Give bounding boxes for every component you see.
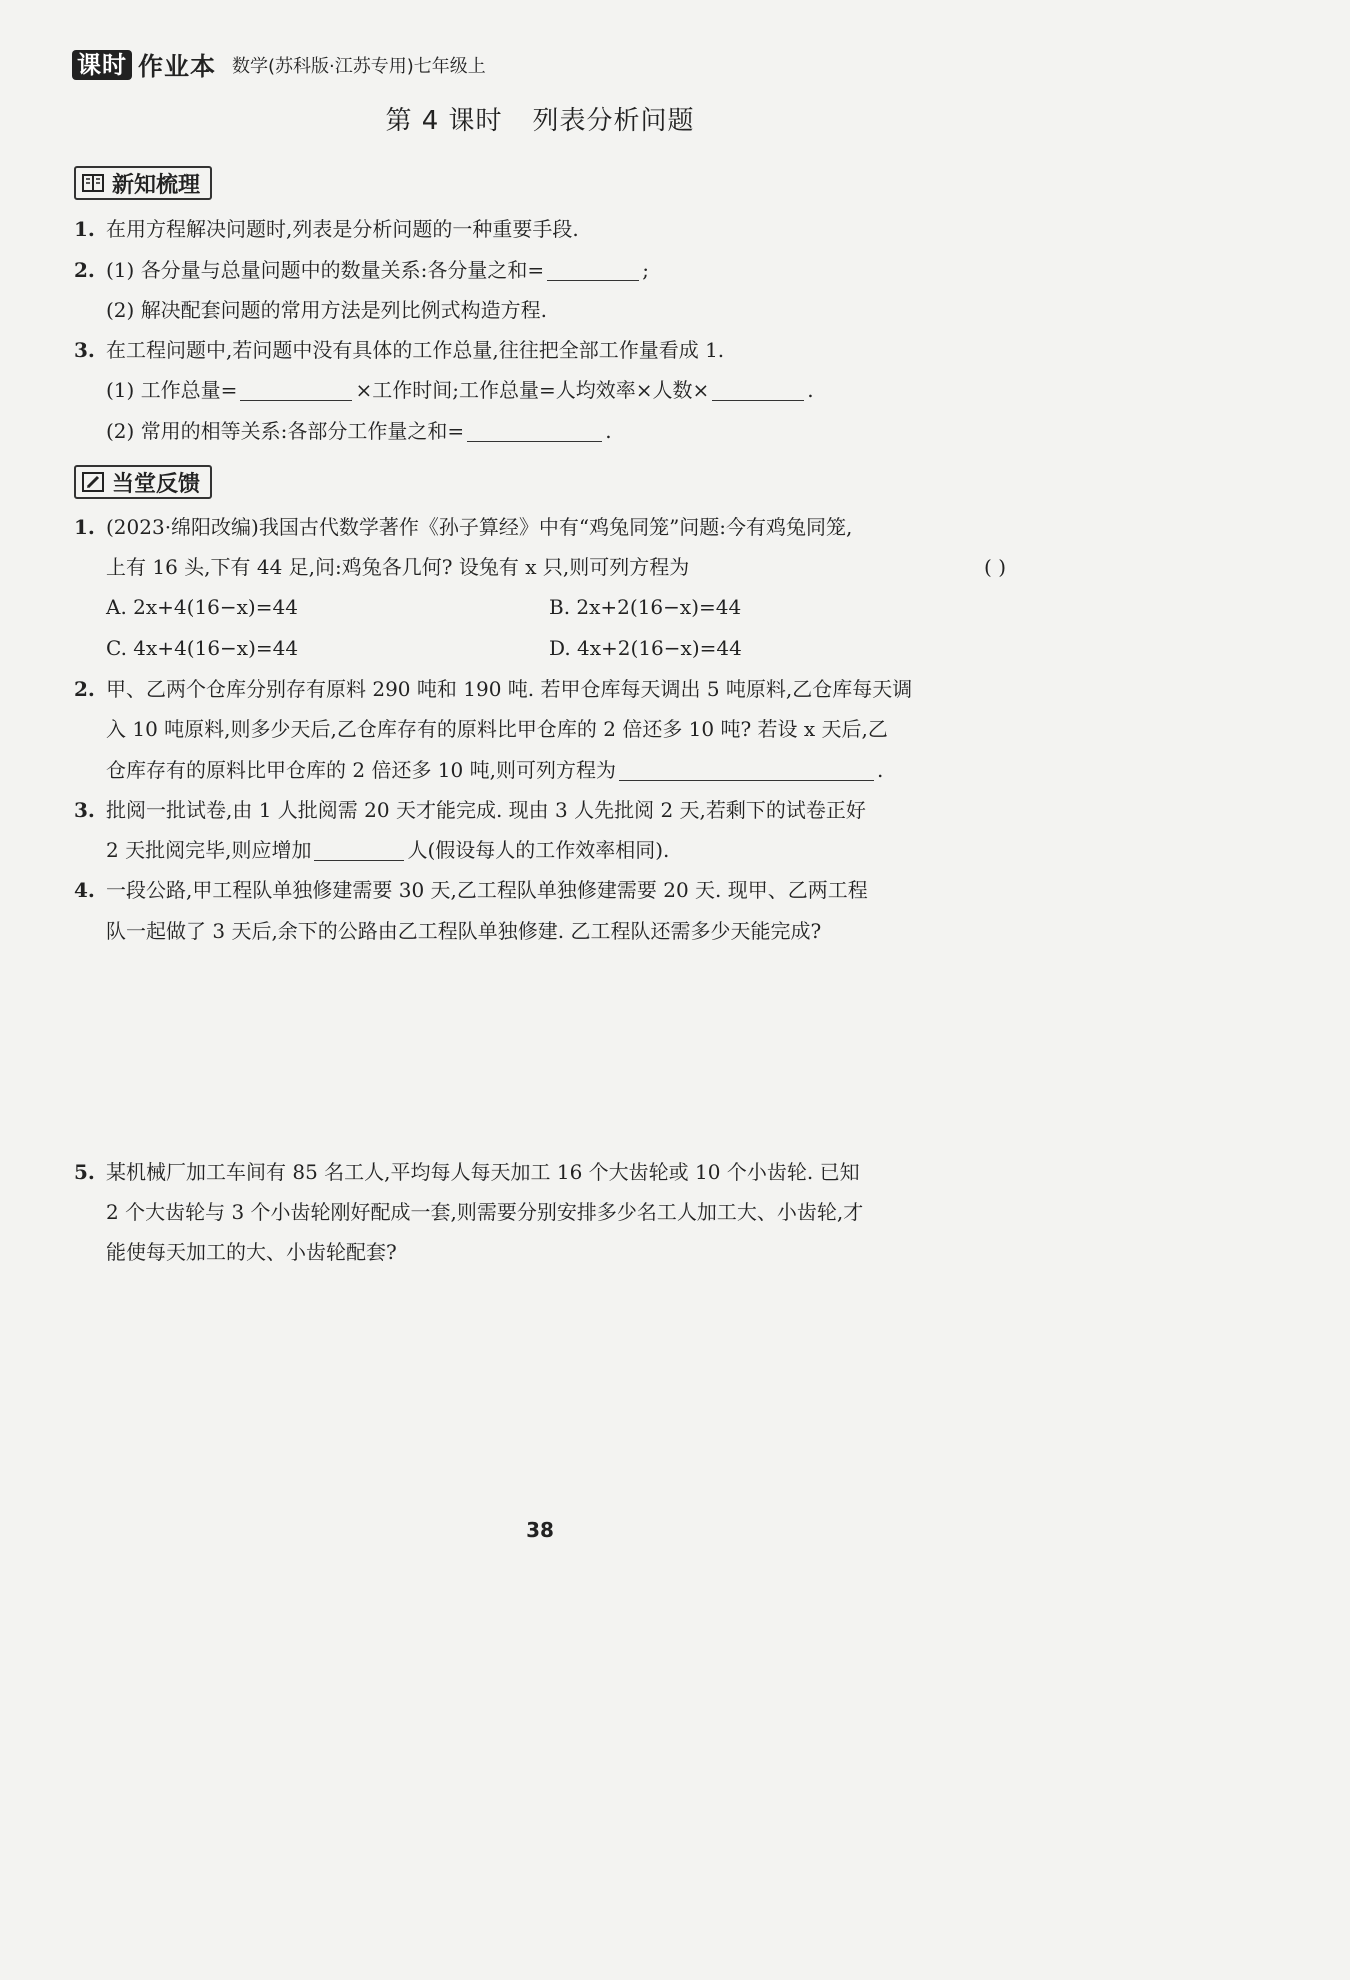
question-2-line-1: 2. 甲、乙两个仓库分别存有原料 290 吨和 190 吨. 若甲仓库每天调出 5 吨原料,乙仓库每天调 <box>74 677 913 701</box>
question-2-line-2: 入 10 吨原料,则多少天后,乙仓库存有的原料比甲仓库的 2 倍还多 10 吨? 若设 x 天后,乙 <box>106 717 888 741</box>
question-4-line-2: 队一起做了 3 天后,余下的公路由乙工程队单独修建. 乙工程队还需多少天能完成? <box>106 919 822 943</box>
question-4-line-1: 4. 一段公路,甲工程队单独修建需要 30 天,乙工程队单独修建需要 20 天. 现甲、乙两工程 <box>74 878 868 902</box>
knowledge-item-3-part1: (1) 工作总量= ×工作时间;工作总量=人均效率×人数× . <box>106 378 814 402</box>
brand-logo-box: 课时 <box>72 50 132 80</box>
option-d[interactable]: D. 4x+2(16−x)=44 <box>549 636 742 660</box>
answer-blank[interactable] <box>712 378 804 401</box>
answer-blank[interactable] <box>240 378 352 401</box>
knowledge-item-2: 2. (1) 各分量与总量问题中的数量关系:各分量之和= ; <box>74 258 649 282</box>
question-3-line-1: 3. 批阅一批试卷,由 1 人批阅需 20 天才能完成. 现由 3 人先批阅 2 天,若剩下的试卷正好 <box>74 798 866 822</box>
question-5-line-1: 5. 某机械厂加工车间有 85 名工人,平均每人每天加工 16 个大齿轮或 10 个小齿轮. 已知 <box>74 1160 860 1184</box>
subject-info: 数学(苏科版·江苏专用)七年级上 <box>232 56 486 77</box>
knowledge-item-2-part2: (2) 解决配套问题的常用方法是列比例式构造方程. <box>106 298 548 322</box>
pencil-note-icon <box>82 472 104 492</box>
knowledge-item-1: 1. 在用方程解决问题时,列表是分析问题的一种重要手段. <box>74 217 579 241</box>
section-feedback <box>74 465 212 499</box>
answer-blank[interactable] <box>547 258 639 281</box>
section-title: 新知梳理 <box>112 172 201 198</box>
question-5-line-3: 能使每天加工的大、小齿轮配套? <box>106 1240 397 1264</box>
answer-parentheses[interactable]: ( ) <box>984 555 1006 579</box>
lesson-number: 第 4 课时 <box>385 106 503 136</box>
question-3-line-2: 2 天批阅完毕,则应增加 人(假设每人的工作效率相同). <box>106 838 670 862</box>
section-new-knowledge <box>74 166 212 200</box>
question-2-line-3: 仓库存有的原料比甲仓库的 2 倍还多 10 吨,则可列方程为 . <box>106 758 884 782</box>
page-number: 38 <box>526 1518 554 1542</box>
option-b[interactable]: B. 2x+2(16−x)=44 <box>549 595 742 619</box>
answer-blank[interactable] <box>467 419 602 442</box>
lesson-name: 列表分析问题 <box>532 106 695 136</box>
book-icon <box>82 174 104 192</box>
page-header <box>72 48 486 82</box>
question-1-line-2: 上有 16 头,下有 44 足,问:鸡兔各几何? 设兔有 x 只,则可列方程为 ( ) <box>106 552 1006 582</box>
question-1-line-1: 1. (2023·绵阳改编)我国古代数学著作《孙子算经》中有“鸡兔同笼”问题:今有鸡兔同笼, <box>74 515 853 539</box>
lesson-title <box>0 100 1080 137</box>
answer-blank[interactable] <box>314 838 404 861</box>
section-title: 当堂反馈 <box>112 471 201 497</box>
answer-blank[interactable] <box>619 758 874 781</box>
option-a[interactable]: A. 2x+4(16−x)=44 <box>106 595 298 619</box>
knowledge-item-3-part2: (2) 常用的相等关系:各部分工作量之和= . <box>106 419 612 443</box>
knowledge-item-3: 3. 在工程问题中,若问题中没有具体的工作总量,往往把全部工作量看成 1. <box>74 338 725 362</box>
option-c[interactable]: C. 4x+4(16−x)=44 <box>106 636 299 660</box>
question-5-line-2: 2 个大齿轮与 3 个小齿轮刚好配成一套,则需要分别安排多少名工人加工大、小齿轮,才 <box>106 1200 864 1224</box>
brand-logo-text: 作业本 <box>138 52 217 81</box>
